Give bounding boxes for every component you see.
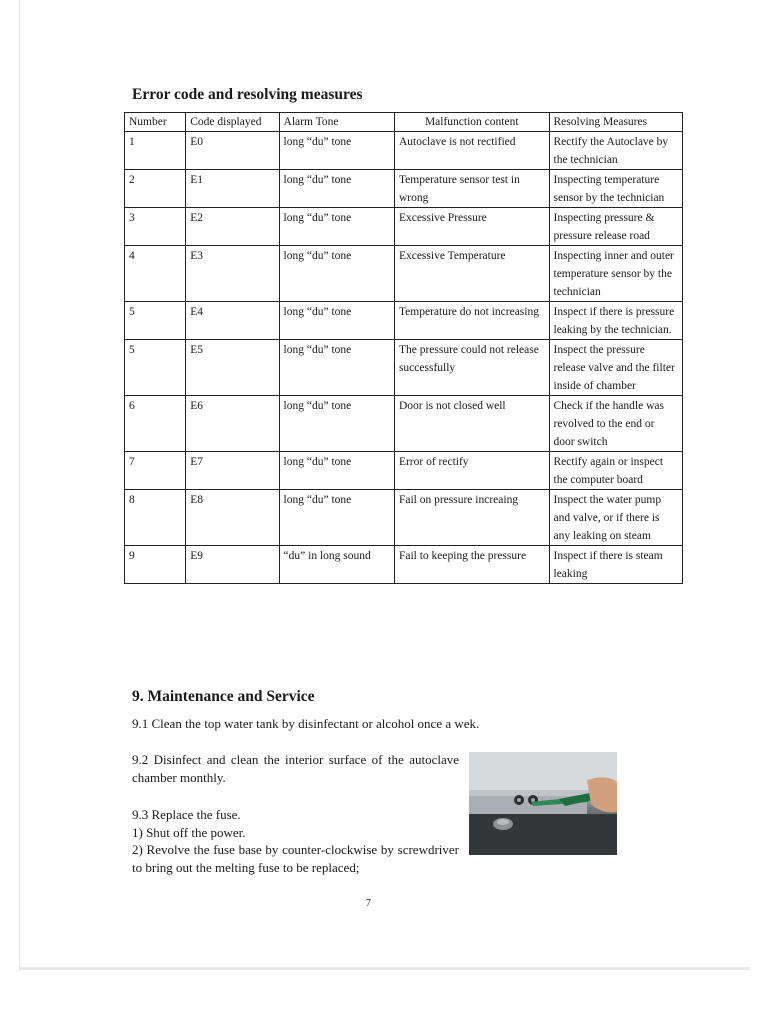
- document-page: [19, 0, 750, 970]
- cell-number: 3: [125, 208, 186, 246]
- cell-number: 8: [125, 490, 186, 546]
- error-code-title: Error code and resolving measures: [132, 86, 363, 103]
- cell-alarm-tone: long “du” tone: [279, 132, 394, 170]
- table-row: [125, 396, 683, 452]
- cell-malfunction: Temperature sensor test in wrong: [394, 170, 549, 208]
- fuse-step-title: 9.3 Replace the fuse.: [132, 807, 241, 822]
- fuse-step-2: 2) Revolve the fuse base by counter-clockwise by screwdriver to bring out the melting fuse to be replaced;: [132, 842, 459, 875]
- table-row: [125, 132, 683, 170]
- table-row: [125, 340, 683, 396]
- cell-number: 2: [125, 170, 186, 208]
- header-resolving-measures: Resolving Measures: [549, 113, 683, 132]
- header-malfunction-content: Malfunction content: [394, 113, 549, 132]
- cell-number: 4: [125, 246, 186, 302]
- page-number: 7: [366, 898, 371, 909]
- cell-resolving: Inspect the pressure release valve and the filter inside of chamber: [549, 340, 683, 396]
- cell-resolving: Rectify the Autoclave by the technician: [549, 132, 683, 170]
- cell-code: E4: [186, 302, 279, 340]
- maintenance-step-9-2: 9.2 Disinfect and clean the interior surface of the autoclave chamber monthly.: [132, 752, 459, 785]
- cell-code: E2: [186, 208, 279, 246]
- cell-alarm-tone: long “du” tone: [279, 396, 394, 452]
- cell-number: 6: [125, 396, 186, 452]
- cell-code: E8: [186, 490, 279, 546]
- cell-resolving: Check if the handle was revolved to the end or door switch: [549, 396, 683, 452]
- cell-code: E6: [186, 396, 279, 452]
- cell-resolving: Inspect the water pump and valve, or if there is any leaking on steam: [549, 490, 683, 546]
- cell-malfunction: Fail on pressure increaing: [394, 490, 549, 546]
- maintenance-title: 9. Maintenance and Service: [132, 688, 315, 705]
- table-row: [125, 452, 683, 490]
- cell-resolving: Inspecting inner and outer temperature sensor by the technician: [549, 246, 683, 302]
- cell-malfunction: Autoclave is not rectified: [394, 132, 549, 170]
- table-row: [125, 246, 683, 302]
- cell-malfunction: Error of rectify: [394, 452, 549, 490]
- header-number: Number: [125, 113, 186, 132]
- header-alarm-tone: Alarm Tone: [279, 113, 394, 132]
- cell-alarm-tone: long “du” tone: [279, 302, 394, 340]
- table-row: [125, 208, 683, 246]
- cell-resolving: Inspect if there is pressure leaking by the technician.: [549, 302, 683, 340]
- cell-resolving: Rectify again or inspect the computer board: [549, 452, 683, 490]
- cell-malfunction: Excessive Temperature: [394, 246, 549, 302]
- maintenance-step-9-3: [132, 806, 459, 876]
- cell-number: 5: [125, 302, 186, 340]
- cell-alarm-tone: “du” in long sound: [279, 546, 394, 584]
- cell-alarm-tone: long “du” tone: [279, 452, 394, 490]
- cell-resolving: Inspect if there is steam leaking: [549, 546, 683, 584]
- cell-alarm-tone: long “du” tone: [279, 246, 394, 302]
- table-row: [125, 546, 683, 584]
- cell-number: 1: [125, 132, 186, 170]
- table-header-row: [125, 113, 683, 132]
- table-row: [125, 490, 683, 546]
- cell-resolving: Inspecting pressure & pressure release road: [549, 208, 683, 246]
- cell-malfunction: Fail to keeping the pressure: [394, 546, 549, 584]
- table-row: [125, 302, 683, 340]
- cell-number: 5: [125, 340, 186, 396]
- cell-alarm-tone: long “du” tone: [279, 170, 394, 208]
- cell-malfunction: The pressure could not release successfully: [394, 340, 549, 396]
- cell-resolving: Inspecting temperature sensor by the technician: [549, 170, 683, 208]
- cell-code: E5: [186, 340, 279, 396]
- screwdriver-fuse-illustration: [469, 752, 617, 855]
- cell-alarm-tone: long “du” tone: [279, 490, 394, 546]
- cell-alarm-tone: long “du” tone: [279, 340, 394, 396]
- header-code-displayed: Code displayed: [186, 113, 279, 132]
- cell-alarm-tone: long “du” tone: [279, 208, 394, 246]
- cell-code: E7: [186, 452, 279, 490]
- fuse-replacement-photo: [469, 752, 617, 855]
- table-row: [125, 170, 683, 208]
- fuse-step-1: 1) Shut off the power.: [132, 824, 246, 840]
- cell-malfunction: Door is not closed well: [394, 396, 549, 452]
- cell-code: E1: [186, 170, 279, 208]
- cell-code: E9: [186, 546, 279, 584]
- cell-code: E3: [186, 246, 279, 302]
- cell-code: E0: [186, 132, 279, 170]
- cell-number: 9: [125, 546, 186, 584]
- maintenance-step-9-1: 9.1 Clean the top water tank by disinfectant or alcohol once a wek.: [132, 716, 480, 731]
- cell-number: 7: [125, 452, 186, 490]
- cell-malfunction: Excessive Pressure: [394, 208, 549, 246]
- cell-malfunction: Temperature do not increasing: [394, 302, 549, 340]
- error-code-table: [124, 112, 683, 584]
